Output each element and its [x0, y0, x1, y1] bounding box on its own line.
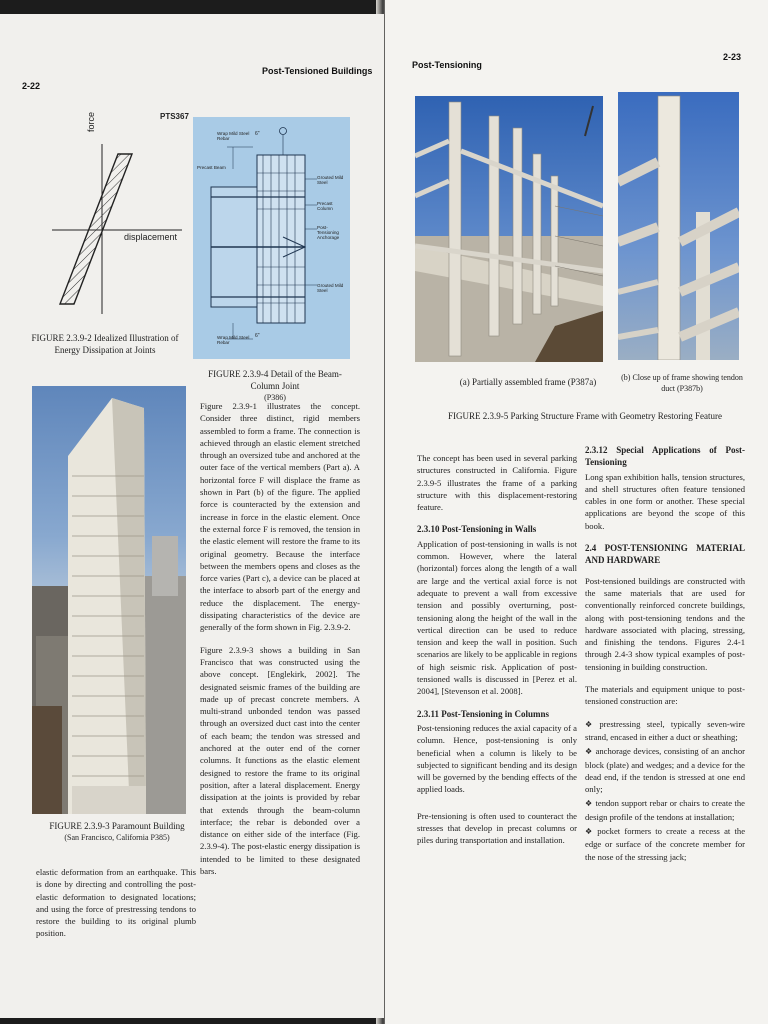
tendon-duct-closeup-photo [618, 92, 739, 360]
right-page [385, 0, 768, 1024]
label-dim-top: 6" [255, 131, 260, 137]
figure-3-caption-sub: (San Francisco, California P385) [64, 833, 170, 842]
text-column-left [36, 866, 196, 950]
figure-5-caption: FIGURE 2.3.9-5 Parking Structure Frame with Geometry Restoring Feature [448, 411, 722, 421]
label-precast-column: Precast Column [317, 201, 333, 211]
x-axis-label: displacement [124, 232, 178, 242]
list-item-text: anchorage devices, consisting of an anchor block (plate) and wedges; and a device for the dead end, if the tendon is stressed at one end only; [585, 746, 745, 795]
text-column-right [200, 400, 360, 887]
list-item-text: prestressing steel, typically seven-wire strand, encased in either a duct or sheathing; [585, 718, 745, 742]
figure-4-caption [196, 368, 354, 404]
section-heading-2-3-12: 2.3.12 Special Applications of Post-Tensioning [585, 445, 745, 468]
list-item-text: pocket formers to create a recess at the edge or surface of the concrete member for the nose of the stressing jack; [585, 826, 746, 862]
label-grouted-bottom: Grouted Mild Steel [317, 283, 344, 293]
photo-b-caption: (b) Close up of frame showing tendon duct (P387b) [621, 373, 743, 393]
hysteresis-diagram [42, 111, 187, 314]
label-dim-bottom: 6" [255, 333, 260, 339]
paragraph: The materials and equipment unique to post-tensioned construction are: [585, 684, 745, 707]
section-heading-2-3-10: 2.3.10 Post-Tensioning in Walls [417, 524, 537, 535]
paragraph: elastic deformation from an earthquake. This is done by directing and controlling the post-elastic deformation to designated locations; and using the force of prestressing tendons to restore the building to its original plumb position. [36, 867, 196, 939]
figure-4-caption-sub: (P386) [264, 393, 286, 402]
list-item [585, 825, 745, 863]
list-item [585, 745, 745, 795]
section-heading-2-4: 2.4 POST-TENSIONING MATERIAL AND HARDWARE [585, 543, 745, 566]
section-heading-2-3-11: 2.3.11 Post-Tensioning in Columns [417, 708, 549, 719]
photo-a-caption: (a) Partially assembled frame (P387a) [459, 377, 597, 387]
diamond-bullet-icon: ❖ [585, 719, 597, 729]
partially-assembled-frame-photo [415, 96, 603, 362]
text-column-right [585, 444, 745, 865]
figure-code: PTS367 [160, 112, 189, 121]
list-item [585, 797, 745, 823]
figure-4-caption-text: FIGURE 2.3.9-4 Detail of the Beam-Column Joint [208, 369, 342, 391]
diamond-bullet-icon: ❖ [585, 747, 593, 757]
y-axis-label: force [86, 111, 96, 132]
label-grouted-top: Grouted Mild Steel [317, 175, 344, 185]
paragraph: Figure 2.3.9-3 shows a building in San Francisco that was constructed using the above concept. [Englekirk, 2002]. The designated seismic frames of the building are made up of precast concrete members. A multi-strand unbonded tendon was passed through an oversized duct cast into the center of each beam; the tendon was stressed and anchored at the outer end of the corner columns. It functions as the elastic element designed to restore the frame to its original position, after a lateral displacement. Energy dissipation at the joints is provided by rebar that extends through the beam-column interface; the rebar is debonded over a distance on either side of the interface (Fig. 2.3.9-4). The post-elastic energy dissipation is intended to be limited to these designated bars. [200, 644, 360, 876]
label-wrap-bottom: Wrap Mild Steel Rebar [217, 335, 250, 345]
label-wrap-top: Wrap Mild Steel Rebar [217, 131, 250, 141]
figure-3-caption [42, 820, 192, 844]
text-column-left [417, 452, 577, 857]
paramount-building-photo [32, 386, 186, 814]
paragraph: Long span exhibition halls, tension structures, and shell structures often feature tensioned cables in one form or another. These special applications are beyond the scope of this book. [585, 471, 745, 531]
running-header: Post-Tensioned Buildings [262, 66, 373, 76]
label-precast-beam: Precast Beam [197, 165, 226, 170]
list-item [585, 718, 745, 744]
label-pt-anchorage: Post-Tensioning Anchorage [317, 225, 340, 240]
building-illustration [32, 386, 186, 814]
paragraph: Pre-tensioning is often used to counteract the stresses that develop in precast columns or piles during transportation and installation. [417, 810, 577, 846]
list-item-text: tendon support rebar or chairs to create the design profile of the tendons at installation; [585, 798, 745, 822]
paragraph: Figure 2.3.9-1 illustrates the concept. Consider three distinct, rigid members assembled to form a frame. The connection is achieved through an elastic element stretched through an oversized tube and anchored at the outer face of the vertical members (Part a). A horizontal force F will displace the frame as shown in Part (b) of the figure. The applied force is counteracted by the extension and increase in force in the elastic element. Once the external force F is removed, the tension in the elastic element will restore the frame to its original geometry. Because the interface between the members opens and closes as the force varies (Part c), a device can be placed at the interface to absorb part of the energy and reduce the displacement. The energy-dissipating characteristics of the device are generally of the form shown in Fig. 2.3.9-2. [200, 401, 360, 633]
paragraph: Application of post-tensioning in walls is not common. However, where the lateral (horizontal) forces along the length of a wall are large and the vertical axial force is not adequate to prevent a wall from excessive tension and possibly overturning, post-tensioning along the height of the wall in the vertical direction can be used to reduce tension and keep the wall in position. Such scenarios are likely to be applicable in regions of high seismic risk. Application of post-tensioned walls is discussed in [Perez et al. 2004], [Stevenson et al. 2008]. [417, 538, 577, 697]
left-page [0, 14, 384, 1018]
page-number: 2-22 [22, 81, 41, 91]
paragraph: Post-tensioned buildings are constructed with the same materials that are used for conventionally reinforced concrete buildings, along with post-tensioning tendons and the hardware associated with placing, stressing, and finishing the tendons. Figures 2.4-1 through 2.4-3 show typical examples of post-tensioning in building construction. [585, 575, 745, 672]
beam-column-joint-diagram [193, 117, 350, 359]
paragraph: The concept has been used in several parking structures constructed in California. Figure 2.3.9-5 illustrates the frame of a parking structure with this displacement-restoring feature. [417, 453, 577, 513]
frame-illustration [415, 96, 603, 362]
closeup-illustration [618, 92, 739, 360]
diamond-bullet-icon: ❖ [585, 827, 595, 837]
running-header: Post-Tensioning [412, 60, 482, 70]
paragraph: Post-tensioning reduces the axial capacity of a column. Hence, post-tensioning is only beneficial when a column is likely to be subjected to significant bending and its design will be governed by the bending effects of the applied loads. [417, 722, 577, 795]
materials-list [585, 718, 745, 863]
page-number: 2-23 [723, 52, 742, 62]
diamond-bullet-icon: ❖ [585, 799, 593, 809]
figure-3-caption-text: FIGURE 2.3.9-3 Paramount Building [49, 821, 185, 831]
figure-2-caption: FIGURE 2.3.9-2 Idealized Illustration of Energy Dissipation at Joints [31, 333, 179, 355]
